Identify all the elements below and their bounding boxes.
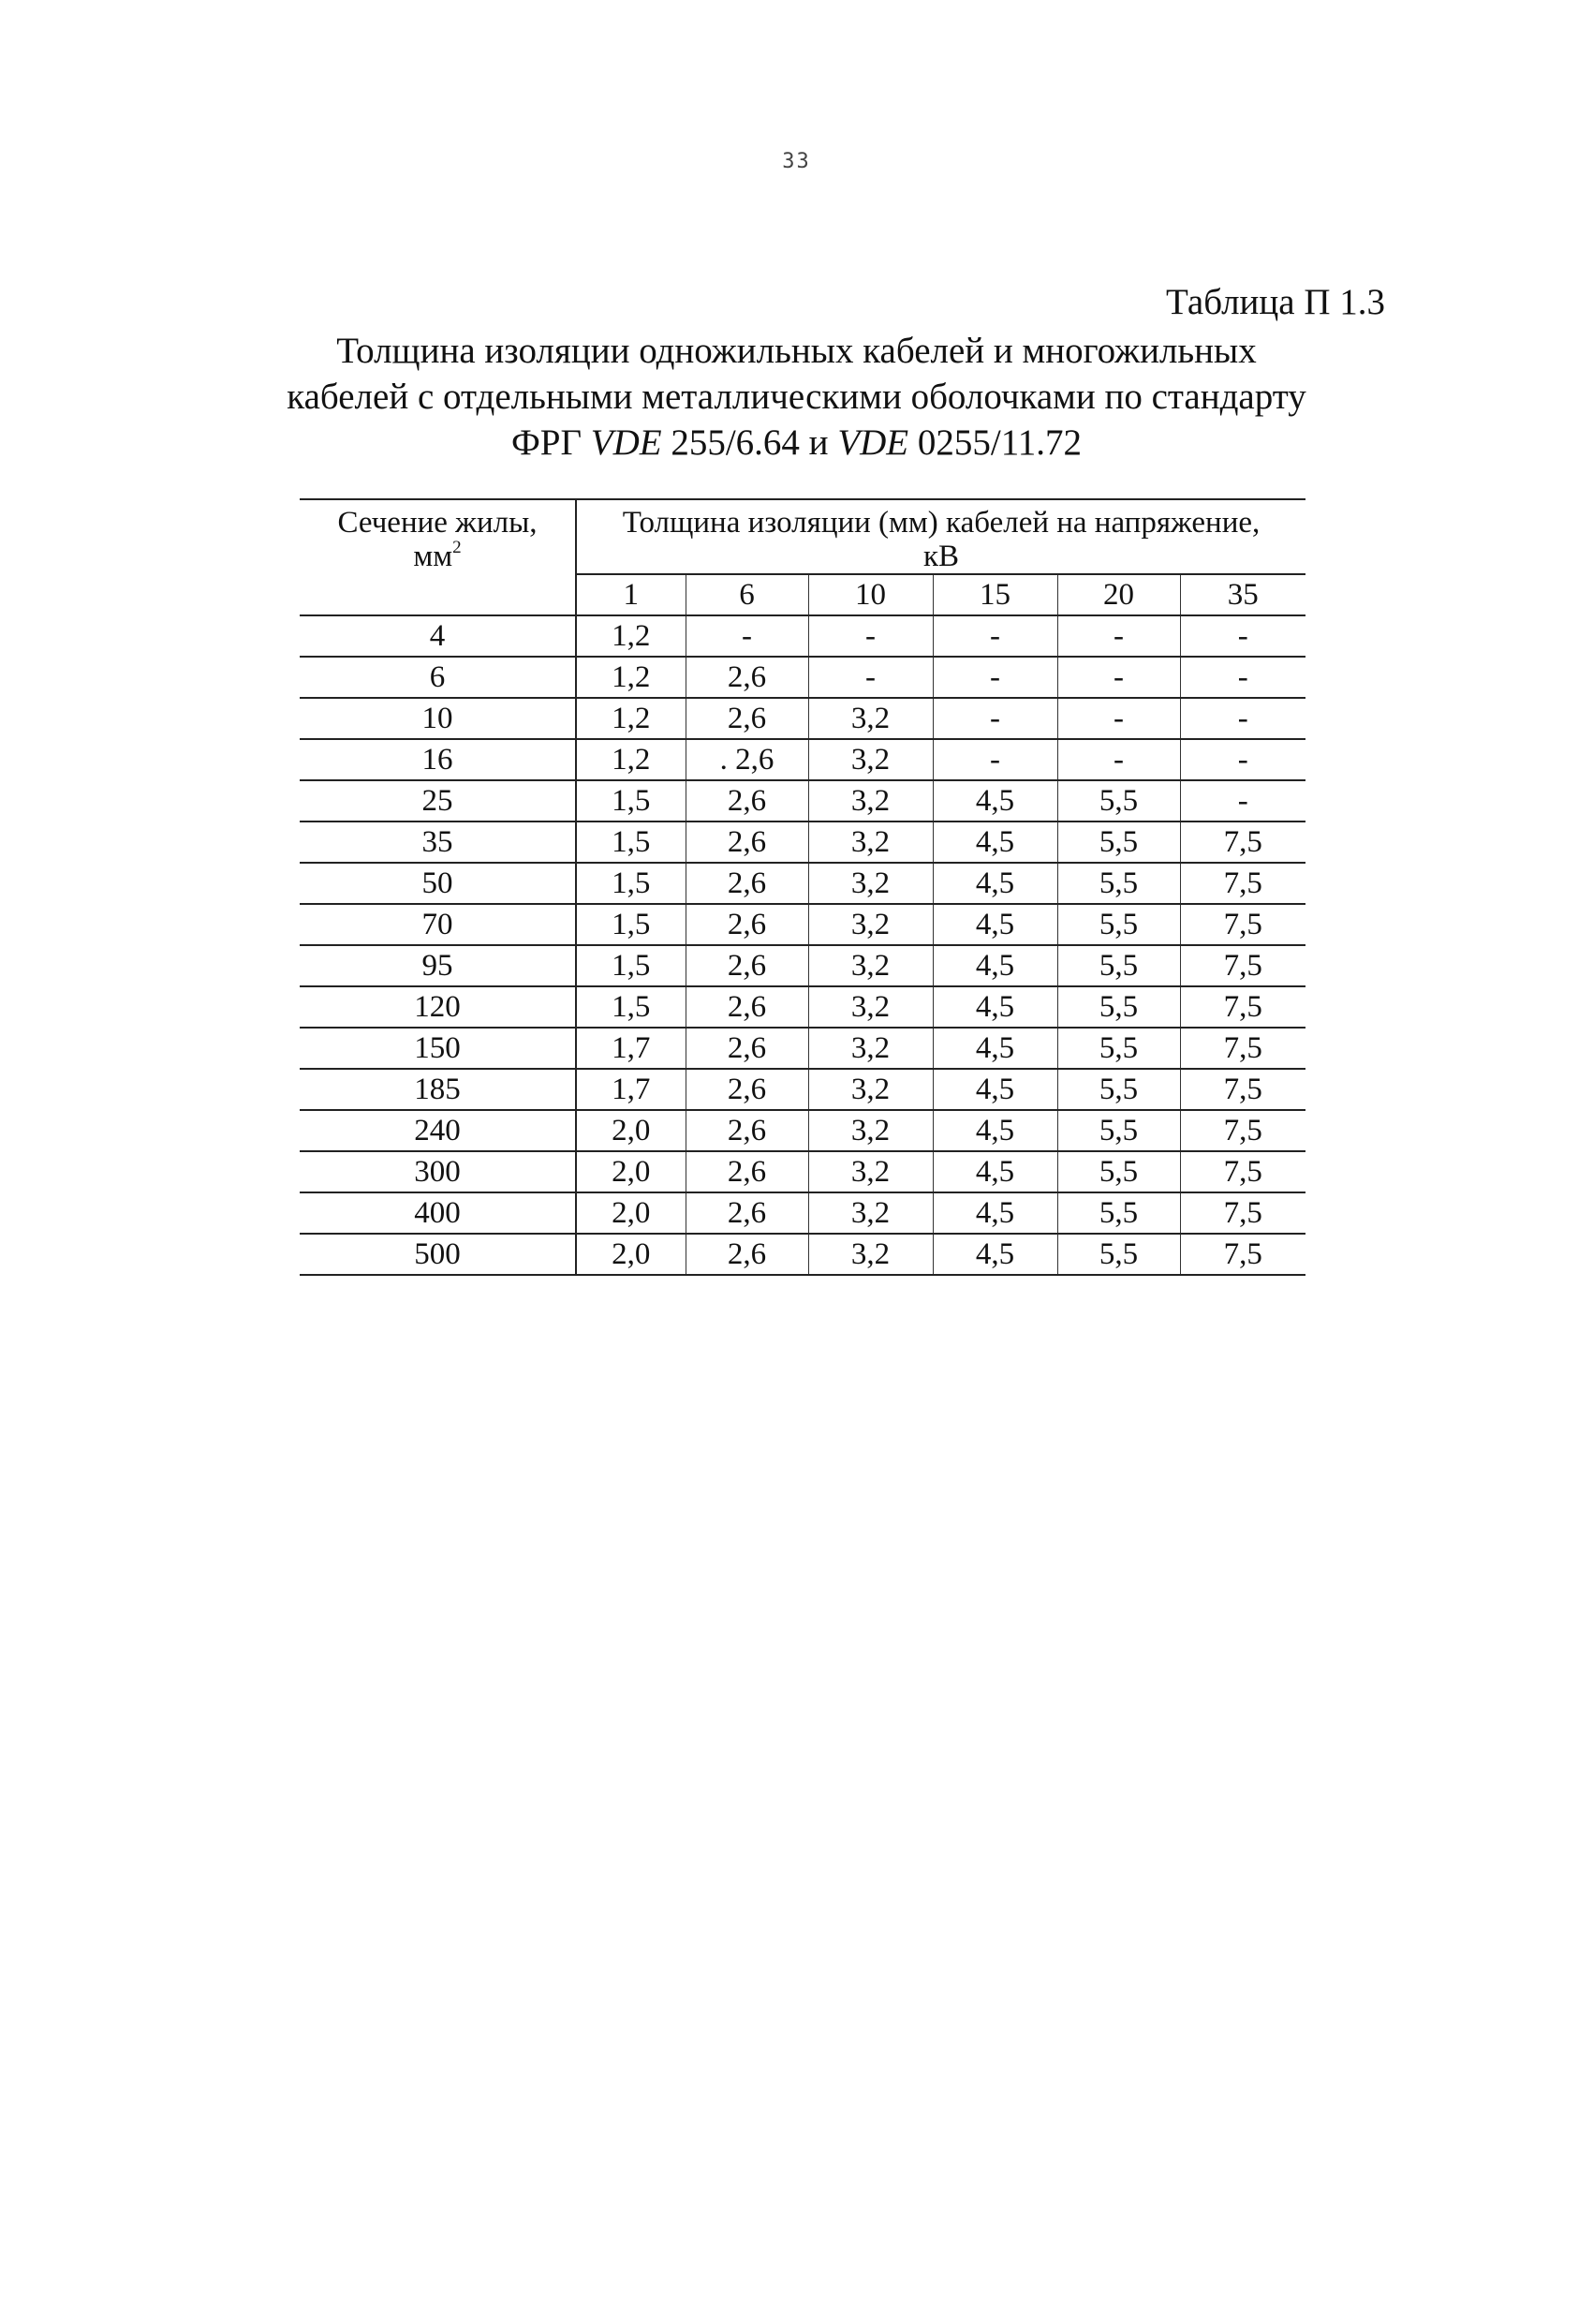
section-cell: 25 (300, 780, 576, 822)
thickness-cell-35kv: - (1180, 657, 1305, 698)
voltage-header-1: 1 (576, 574, 686, 615)
table-row (300, 1028, 1305, 1069)
thickness-cell-20kv: 5,5 (1057, 1192, 1180, 1234)
thickness-cell-6kv: 2,6 (686, 1069, 808, 1110)
thickness-cell-35kv: 7,5 (1180, 986, 1305, 1028)
thickness-cell-1kv: 1,2 (576, 615, 686, 657)
thickness-cell-35kv: - (1180, 780, 1305, 822)
thickness-cell-10kv: 3,2 (808, 904, 933, 945)
thickness-cell-20kv: - (1057, 698, 1180, 739)
table-row (300, 1234, 1305, 1275)
thickness-cell-35kv: 7,5 (1180, 1069, 1305, 1110)
thickness-cell-6kv: 2,6 (686, 1234, 808, 1275)
table-row (300, 863, 1305, 904)
title-line-3 (0, 420, 1593, 466)
section-cell: 95 (300, 945, 576, 986)
thickness-cell-35kv: 7,5 (1180, 1110, 1305, 1151)
thickness-cell-6kv: 2,6 (686, 657, 808, 698)
thickness-cell-20kv: 5,5 (1057, 822, 1180, 863)
thickness-cell-1kv: 1,2 (576, 698, 686, 739)
section-cell: 70 (300, 904, 576, 945)
thickness-cell-20kv: 5,5 (1057, 945, 1180, 986)
thickness-cell-6kv: 2,6 (686, 945, 808, 986)
thickness-cell-6kv: 2,6 (686, 822, 808, 863)
thickness-cell-6kv: . 2,6 (686, 739, 808, 780)
thickness-cell-10kv: 3,2 (808, 1028, 933, 1069)
insulation-thickness-table (300, 498, 1305, 1276)
thickness-cell-6kv: 2,6 (686, 904, 808, 945)
thickness-cell-15kv: 4,5 (933, 1234, 1057, 1275)
thickness-cell-35kv: - (1180, 698, 1305, 739)
thickness-cell-20kv: 5,5 (1057, 1069, 1180, 1110)
section-header-unit-sup: 2 (452, 538, 462, 557)
voltage-header-15: 15 (933, 574, 1057, 615)
thickness-cell-20kv: - (1057, 739, 1180, 780)
thickness-cell-1kv: 1,5 (576, 822, 686, 863)
table-title (0, 328, 1593, 466)
title-line-3-mid: 255/6.64 и (661, 422, 838, 463)
thickness-cell-1kv: 1,5 (576, 945, 686, 986)
table-row (300, 904, 1305, 945)
thickness-cell-35kv: 7,5 (1180, 904, 1305, 945)
table-label: Таблица П 1.3 (1166, 282, 1385, 322)
thickness-cell-15kv: 4,5 (933, 986, 1057, 1028)
section-cell: 300 (300, 1151, 576, 1192)
title-line-2: кабелей с отдельными металлическими оболочками по стандарту (287, 377, 1306, 417)
thickness-cell-15kv: 4,5 (933, 1028, 1057, 1069)
thickness-group-header (576, 499, 1305, 574)
voltage-header-10: 10 (808, 574, 933, 615)
section-cell: 500 (300, 1234, 576, 1275)
section-cell: 120 (300, 986, 576, 1028)
thickness-cell-10kv: - (808, 615, 933, 657)
thickness-cell-35kv: 7,5 (1180, 945, 1305, 986)
thickness-cell-1kv: 2,0 (576, 1234, 686, 1275)
thickness-cell-10kv: 3,2 (808, 1151, 933, 1192)
title-standard-2: VDE (837, 422, 909, 463)
thickness-cell-20kv: 5,5 (1057, 1028, 1180, 1069)
table-row (300, 986, 1305, 1028)
section-cell: 6 (300, 657, 576, 698)
thickness-cell-10kv: - (808, 657, 933, 698)
thickness-cell-35kv: 7,5 (1180, 863, 1305, 904)
thickness-cell-10kv: 3,2 (808, 945, 933, 986)
thickness-cell-35kv: 7,5 (1180, 1028, 1305, 1069)
thickness-cell-1kv: 1,5 (576, 986, 686, 1028)
thickness-cell-6kv: 2,6 (686, 1028, 808, 1069)
thickness-cell-1kv: 2,0 (576, 1110, 686, 1151)
table-row (300, 739, 1305, 780)
thickness-cell-20kv: 5,5 (1057, 863, 1180, 904)
thickness-cell-15kv: 4,5 (933, 863, 1057, 904)
title-line-3-suffix: 0255/11.72 (908, 422, 1083, 463)
thickness-cell-1kv: 1,2 (576, 739, 686, 780)
thickness-cell-15kv: 4,5 (933, 945, 1057, 986)
table-row (300, 657, 1305, 698)
thickness-cell-10kv: 3,2 (808, 698, 933, 739)
table-row (300, 945, 1305, 986)
thickness-cell-10kv: 3,2 (808, 1110, 933, 1151)
table-row (300, 780, 1305, 822)
thickness-cell-10kv: 3,2 (808, 863, 933, 904)
thickness-cell-15kv: 4,5 (933, 822, 1057, 863)
thickness-cell-1kv: 1,5 (576, 904, 686, 945)
thickness-cell-10kv: 3,2 (808, 1192, 933, 1234)
group-header-line-2: кВ (922, 540, 960, 573)
thickness-cell-6kv: - (686, 615, 808, 657)
thickness-cell-6kv: 2,6 (686, 986, 808, 1028)
thickness-cell-20kv: - (1057, 657, 1180, 698)
thickness-cell-15kv: 4,5 (933, 1192, 1057, 1234)
thickness-cell-35kv: 7,5 (1180, 822, 1305, 863)
thickness-cell-15kv: 4,5 (933, 1110, 1057, 1151)
page-number: 33 (782, 150, 811, 173)
thickness-cell-15kv: 4,5 (933, 1151, 1057, 1192)
table-row (300, 1069, 1305, 1110)
voltage-header-6: 6 (686, 574, 808, 615)
thickness-cell-15kv: 4,5 (933, 1069, 1057, 1110)
table-row (300, 1151, 1305, 1192)
section-header (300, 499, 576, 615)
section-cell: 50 (300, 863, 576, 904)
table-row (300, 822, 1305, 863)
thickness-cell-1kv: 2,0 (576, 1192, 686, 1234)
thickness-cell-1kv: 1,5 (576, 863, 686, 904)
thickness-cell-6kv: 2,6 (686, 780, 808, 822)
thickness-cell-10kv: 3,2 (808, 1234, 933, 1275)
section-header-unit: мм (413, 540, 453, 573)
thickness-cell-1kv: 1,7 (576, 1028, 686, 1069)
section-cell: 10 (300, 698, 576, 739)
section-cell: 35 (300, 822, 576, 863)
thickness-cell-20kv: - (1057, 615, 1180, 657)
thickness-cell-35kv: 7,5 (1180, 1192, 1305, 1234)
thickness-cell-15kv: - (933, 739, 1057, 780)
table-row (300, 1110, 1305, 1151)
section-cell: 150 (300, 1028, 576, 1069)
thickness-cell-20kv: 5,5 (1057, 904, 1180, 945)
header-row-group (300, 499, 1305, 574)
title-standard-1: VDE (590, 422, 662, 463)
section-cell: 240 (300, 1110, 576, 1151)
thickness-cell-1kv: 1,5 (576, 780, 686, 822)
thickness-cell-1kv: 1,2 (576, 657, 686, 698)
thickness-cell-15kv: - (933, 615, 1057, 657)
thickness-cell-10kv: 3,2 (808, 739, 933, 780)
thickness-cell-20kv: 5,5 (1057, 780, 1180, 822)
thickness-cell-6kv: 2,6 (686, 1151, 808, 1192)
thickness-cell-10kv: 3,2 (808, 986, 933, 1028)
thickness-cell-35kv: - (1180, 739, 1305, 780)
section-header-line-1: Сечение жилы, (337, 506, 538, 540)
thickness-cell-6kv: 2,6 (686, 698, 808, 739)
thickness-cell-20kv: 5,5 (1057, 1110, 1180, 1151)
thickness-cell-35kv: - (1180, 615, 1305, 657)
voltage-header-20: 20 (1057, 574, 1180, 615)
table-body (300, 615, 1305, 1275)
table-row (300, 698, 1305, 739)
thickness-cell-20kv: 5,5 (1057, 1234, 1180, 1275)
table-row (300, 1192, 1305, 1234)
voltage-header-35: 35 (1180, 574, 1305, 615)
thickness-cell-10kv: 3,2 (808, 822, 933, 863)
thickness-cell-35kv: 7,5 (1180, 1151, 1305, 1192)
thickness-cell-1kv: 1,7 (576, 1069, 686, 1110)
thickness-cell-6kv: 2,6 (686, 863, 808, 904)
thickness-cell-15kv: 4,5 (933, 780, 1057, 822)
thickness-cell-15kv: - (933, 657, 1057, 698)
title-line-1: Толщина изоляции одножильных кабелей и многожильных (336, 331, 1257, 371)
section-cell: 185 (300, 1069, 576, 1110)
group-header-line-1: Толщина изоляции (мм) кабелей на напряжение, (622, 506, 1261, 540)
thickness-cell-10kv: 3,2 (808, 780, 933, 822)
section-cell: 400 (300, 1192, 576, 1234)
thickness-cell-6kv: 2,6 (686, 1192, 808, 1234)
thickness-cell-6kv: 2,6 (686, 1110, 808, 1151)
thickness-cell-1kv: 2,0 (576, 1151, 686, 1192)
section-cell: 16 (300, 739, 576, 780)
section-cell: 4 (300, 615, 576, 657)
title-line-3-prefix: ФРГ (510, 422, 591, 463)
thickness-cell-20kv: 5,5 (1057, 1151, 1180, 1192)
thickness-cell-10kv: 3,2 (808, 1069, 933, 1110)
table-row (300, 615, 1305, 657)
thickness-cell-20kv: 5,5 (1057, 986, 1180, 1028)
thickness-cell-15kv: - (933, 698, 1057, 739)
thickness-cell-15kv: 4,5 (933, 904, 1057, 945)
thickness-cell-35kv: 7,5 (1180, 1234, 1305, 1275)
